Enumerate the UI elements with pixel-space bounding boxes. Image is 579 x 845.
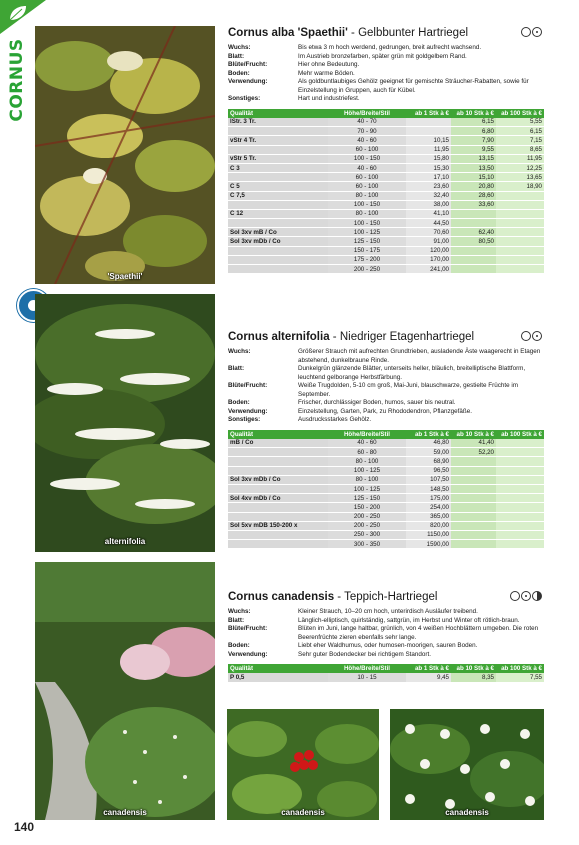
photo-caption: alternifolia xyxy=(104,537,146,546)
table-cell xyxy=(496,512,544,521)
table-header-cell: ab 10 Stk à € xyxy=(451,109,496,118)
table-cell xyxy=(228,145,328,154)
table-cell: 52,20 xyxy=(451,448,496,457)
table-row xyxy=(228,466,544,475)
table-cell: 60 - 80 xyxy=(328,448,406,457)
table-cell: Sol 4xv mDb / Co xyxy=(228,494,328,503)
table-cell: 1590,00 xyxy=(406,540,451,549)
table-cell: C 7,5 xyxy=(228,191,328,200)
table-cell: 33,60 xyxy=(451,200,496,209)
table-cell: 150 - 200 xyxy=(328,503,406,512)
table-cell: lStr. 3 Tr. xyxy=(228,118,328,127)
description-value: Bis etwa 3 m hoch werdend, gedrungen, breit aufrecht wachsend. xyxy=(298,44,482,51)
table-header-cell: Qualität xyxy=(228,664,328,673)
partial-shade-icon xyxy=(532,27,542,37)
table-cell: 10,15 xyxy=(406,136,451,145)
partial-shade-icon xyxy=(521,591,531,601)
product-common-name: - Niedriger Etagenhartriegel xyxy=(329,331,475,343)
description-row xyxy=(228,617,544,626)
description-value: Dunkelgrün glänzende Blätter, unterseits heller, bläulich, breitelliptische Blattform, leuchtend gelborange Herbstfärbung. xyxy=(298,365,526,381)
page-number: 140 xyxy=(14,820,35,834)
table-row xyxy=(228,673,544,682)
table-cell xyxy=(451,521,496,530)
table-cell: C 12 xyxy=(228,209,328,218)
table-row xyxy=(228,163,544,172)
table-cell: 100 - 125 xyxy=(328,484,406,493)
table-cell: 13,15 xyxy=(451,154,496,163)
table-row xyxy=(228,209,544,218)
table-cell: 10 - 15 xyxy=(328,673,406,682)
table-cell: mB / Co xyxy=(228,439,328,448)
table-cell xyxy=(451,265,496,274)
table-row xyxy=(228,484,544,493)
sun-circle-icon xyxy=(510,591,520,601)
table-cell xyxy=(451,530,496,539)
table-row xyxy=(228,448,544,457)
table-cell: 23,60 xyxy=(406,182,451,191)
table-cell xyxy=(228,512,328,521)
table-cell xyxy=(496,457,544,466)
table-cell: 250 - 300 xyxy=(328,530,406,539)
table-cell: P 0,5 xyxy=(228,673,328,682)
location-symbols xyxy=(510,591,542,601)
table-cell: 60 - 100 xyxy=(328,182,406,191)
table-cell: 15,30 xyxy=(406,163,451,172)
description-key: Boden: xyxy=(228,69,250,77)
product-title xyxy=(228,330,544,344)
table-row xyxy=(228,200,544,209)
table-cell: 175,00 xyxy=(406,494,451,503)
table-row xyxy=(228,182,544,191)
description-key: Boden: xyxy=(228,642,250,649)
description-value: Sehr guter Bodendecker bei richtigem Standort. xyxy=(298,650,432,658)
table-cell: 41,10 xyxy=(406,209,451,218)
table-cell: 820,00 xyxy=(406,521,451,530)
table-row xyxy=(228,494,544,503)
table-cell: 100 - 125 xyxy=(328,228,406,237)
table-cell xyxy=(228,265,328,274)
photo-caption: 'Spaethii' xyxy=(107,272,143,281)
description-value: Ausdrucksstarkes Gehölz. xyxy=(298,416,372,423)
table-header-cell: Qualität xyxy=(228,109,328,118)
table-cell: 17,10 xyxy=(406,173,451,182)
product-common-name: - Teppich-Hartriegel xyxy=(334,591,438,603)
price-table xyxy=(228,430,544,550)
table-row xyxy=(228,265,544,274)
sun-circle-icon xyxy=(521,331,531,341)
table-cell xyxy=(451,484,496,493)
table-row xyxy=(228,512,544,521)
table-cell: 13,50 xyxy=(451,163,496,172)
table-cell xyxy=(451,219,496,228)
table-cell xyxy=(228,127,328,136)
product-section-alternifolia xyxy=(228,330,544,549)
table-header-cell: ab 10 Stk à € xyxy=(451,664,496,673)
table-cell xyxy=(496,475,544,484)
description-value: Hier ohne Bedeutung. xyxy=(298,61,360,68)
table-cell: 40 - 60 xyxy=(328,136,406,145)
product-common-name: - Gelbbunter Hartriegel xyxy=(347,27,469,39)
table-row xyxy=(228,118,544,127)
table-cell xyxy=(451,540,496,549)
table-cell: 46,80 xyxy=(406,439,451,448)
table-cell xyxy=(496,521,544,530)
photo-canadensis-garden xyxy=(35,562,215,820)
description-key: Blüte/Frucht: xyxy=(228,382,268,389)
table-cell xyxy=(496,228,544,237)
table-header-cell: ab 1 Stk à € xyxy=(406,109,451,118)
table-cell: 254,00 xyxy=(406,503,451,512)
description-key: Wuchs: xyxy=(228,348,251,355)
table-cell xyxy=(228,530,328,539)
table-cell: 44,50 xyxy=(406,219,451,228)
description-key: Boden: xyxy=(228,399,250,406)
table-cell xyxy=(228,219,328,228)
table-cell xyxy=(228,540,328,549)
sun-circle-icon xyxy=(521,27,531,37)
table-cell: 200 - 250 xyxy=(328,521,406,530)
table-row xyxy=(228,457,544,466)
description-row xyxy=(228,61,544,70)
table-row xyxy=(228,237,544,246)
table-cell xyxy=(496,265,544,274)
table-cell: 11,95 xyxy=(496,154,544,163)
table-cell xyxy=(496,246,544,255)
table-cell: 1150,00 xyxy=(406,530,451,539)
table-cell xyxy=(228,466,328,475)
table-cell: 28,60 xyxy=(451,191,496,200)
table-cell: 6,15 xyxy=(496,127,544,136)
table-cell: Sol 3xv mB / Co xyxy=(228,228,328,237)
table-cell xyxy=(496,484,544,493)
description-row xyxy=(228,365,544,382)
table-cell xyxy=(451,466,496,475)
table-cell: 96,50 xyxy=(406,466,451,475)
description-value: Länglich-elliptisch, quirlständig, sattgrün, im Herbst und Winter oft rötlich-braun. xyxy=(298,616,520,624)
table-cell: Sol 3xv mDb / Co xyxy=(228,475,328,484)
description-list xyxy=(228,608,544,659)
table-cell: 80 - 100 xyxy=(328,475,406,484)
table-cell xyxy=(496,466,544,475)
table-cell xyxy=(406,127,451,136)
photo-caption: canadensis xyxy=(445,808,489,817)
description-row xyxy=(228,399,544,408)
table-cell xyxy=(496,503,544,512)
price-table xyxy=(228,109,544,275)
table-row xyxy=(228,475,544,484)
table-cell: 150 - 175 xyxy=(328,246,406,255)
product-name: Cornus canadensis xyxy=(228,591,335,603)
description-row xyxy=(228,608,544,617)
description-value: Frischer, durchlässiger Boden, humos, sauer bis neutral. xyxy=(298,399,456,406)
table-row xyxy=(228,191,544,200)
description-row xyxy=(228,70,544,79)
table-row xyxy=(228,136,544,145)
table-cell xyxy=(451,494,496,503)
table-cell xyxy=(228,246,328,255)
table-cell xyxy=(451,457,496,466)
description-row xyxy=(228,625,544,642)
table-header-cell: Höhe/Breite/Stil xyxy=(328,664,406,673)
description-row xyxy=(228,642,544,651)
product-name: Cornus alternifolia xyxy=(228,331,330,343)
table-cell: 68,90 xyxy=(406,457,451,466)
table-cell: 12,25 xyxy=(496,163,544,172)
table-cell xyxy=(496,219,544,228)
table-cell: 100 - 150 xyxy=(328,219,406,228)
table-row xyxy=(228,219,544,228)
photo-canadensis-berries xyxy=(227,709,379,820)
product-title xyxy=(228,590,544,604)
table-cell xyxy=(451,512,496,521)
description-key: Blatt: xyxy=(228,52,245,60)
table-cell: 38,00 xyxy=(406,200,451,209)
product-section-alba-spaethii xyxy=(228,26,544,274)
table-row xyxy=(228,255,544,264)
table-cell: 365,00 xyxy=(406,512,451,521)
description-row xyxy=(228,95,544,104)
description-row xyxy=(228,651,544,660)
table-cell: Sol 3xv mDb / Co xyxy=(228,237,328,246)
table-cell xyxy=(496,200,544,209)
description-value: Größerer Strauch mit aufrechten Grundtrieben, ausladende Äste waagerecht in Etagen abstehend, dunkelbraune Rinde. xyxy=(298,348,541,364)
description-key: Wuchs: xyxy=(228,608,251,615)
description-row xyxy=(228,78,544,95)
table-cell xyxy=(228,457,328,466)
table-cell: 40 - 60 xyxy=(328,439,406,448)
table-cell: Sol 5xv mDB 150-200 x xyxy=(228,521,328,530)
description-key: Wuchs: xyxy=(228,44,251,51)
location-symbols xyxy=(521,27,542,37)
table-cell: 200 - 250 xyxy=(328,512,406,521)
description-row xyxy=(228,416,544,425)
table-cell xyxy=(228,255,328,264)
location-symbols xyxy=(521,331,542,341)
table-cell xyxy=(451,255,496,264)
table-cell: 5,55 xyxy=(496,118,544,127)
table-cell xyxy=(496,540,544,549)
table-cell: 40 - 70 xyxy=(328,118,406,127)
description-value: Als goldbuntlaubiges Gehölz geeignet für gemischte Sträucher-Rabatten, sowie für Einzelstellung in Gruppen, auch für Kübel. xyxy=(298,78,529,94)
table-row xyxy=(228,173,544,182)
table-header-cell: ab 100 Stk à € xyxy=(496,109,544,118)
table-cell: vStr 4 Tr. xyxy=(228,136,328,145)
table-cell: 18,90 xyxy=(496,182,544,191)
description-value: Kleiner Strauch, 10–20 cm hoch, unterirdisch Ausläufer treibend. xyxy=(298,608,478,615)
table-cell: 100 - 150 xyxy=(328,154,406,163)
description-row xyxy=(228,348,544,365)
table-cell xyxy=(496,237,544,246)
table-cell: 80,50 xyxy=(451,237,496,246)
table-cell: 40 - 60 xyxy=(328,163,406,172)
description-key: Blatt: xyxy=(228,616,245,624)
table-cell: 6,80 xyxy=(451,127,496,136)
table-header-cell: ab 10 Stk à € xyxy=(451,430,496,439)
description-value: Weiße Trugdolden, 5-10 cm groß, Mai-Juni, blauschwarze, gestielte Früchte im September. xyxy=(298,382,519,398)
description-value: Im Austrieb bronzefarben, später grün mit goldgelbem Rand. xyxy=(298,52,467,60)
table-cell: 41,40 xyxy=(451,439,496,448)
table-cell xyxy=(451,209,496,218)
description-key: Verwendung: xyxy=(228,650,268,658)
table-cell: 107,50 xyxy=(406,475,451,484)
table-cell: 15,10 xyxy=(451,173,496,182)
table-cell: 9,45 xyxy=(406,673,451,682)
description-row xyxy=(228,53,544,62)
table-row xyxy=(228,228,544,237)
table-cell: 80 - 100 xyxy=(328,457,406,466)
partial-shade-icon xyxy=(532,331,542,341)
description-value: Liebt eher Waldhumus, oder humosen-moorigen, sauren Boden. xyxy=(298,642,478,649)
table-cell: 8,65 xyxy=(496,145,544,154)
table-cell: 13,65 xyxy=(496,173,544,182)
table-cell: 80 - 100 xyxy=(328,209,406,218)
table-row xyxy=(228,127,544,136)
description-key: Blüte/Frucht: xyxy=(228,61,268,68)
description-value: Einzelstellung, Garten, Park, zu Rhododendron, Pflanzgefäße. xyxy=(298,407,472,415)
description-key: Sonstiges: xyxy=(228,416,261,423)
table-header-cell: Höhe/Breite/Stil xyxy=(328,430,406,439)
side-genus-title xyxy=(6,40,28,120)
table-cell: 6,15 xyxy=(451,118,496,127)
table-header-cell: ab 100 Stk à € xyxy=(496,430,544,439)
description-row xyxy=(228,382,544,399)
table-cell xyxy=(496,209,544,218)
description-key: Blüte/Frucht: xyxy=(228,625,268,632)
table-header-cell: Höhe/Breite/Stil xyxy=(328,109,406,118)
table-row xyxy=(228,503,544,512)
description-list xyxy=(228,44,544,104)
table-row xyxy=(228,154,544,163)
table-cell xyxy=(228,448,328,457)
side-genus-label: CORNUS xyxy=(7,38,27,122)
photo-canadensis-flowers xyxy=(390,709,544,820)
table-cell xyxy=(496,448,544,457)
table-cell xyxy=(228,484,328,493)
table-cell: 80 - 100 xyxy=(328,191,406,200)
table-cell: 7,15 xyxy=(496,136,544,145)
table-cell: 60 - 100 xyxy=(328,173,406,182)
table-cell xyxy=(451,503,496,512)
description-list xyxy=(228,348,544,425)
product-title xyxy=(228,26,544,40)
table-row xyxy=(228,530,544,539)
table-cell: 62,40 xyxy=(451,228,496,237)
description-row xyxy=(228,44,544,53)
table-header-cell: ab 1 Stk à € xyxy=(406,664,451,673)
description-value: Blüten im Juni, lange haltbar, grünlich, von 4 weißen Hochblättern umgeben. Die roten Beerenfrüchte zieren ebenfalls sehr lange. xyxy=(298,625,539,641)
table-row xyxy=(228,521,544,530)
table-cell: 7,90 xyxy=(451,136,496,145)
table-row xyxy=(228,540,544,549)
table-cell xyxy=(451,246,496,255)
description-key: Sonstiges: xyxy=(228,95,261,102)
table-cell: 120,00 xyxy=(406,246,451,255)
table-cell xyxy=(406,118,451,127)
photo-spaethii xyxy=(35,26,215,284)
price-table xyxy=(228,664,544,683)
table-cell: 70,60 xyxy=(406,228,451,237)
product-section-canadensis xyxy=(228,590,544,683)
table-cell: 15,80 xyxy=(406,154,451,163)
table-cell: 9,55 xyxy=(451,145,496,154)
table-cell: 300 - 350 xyxy=(328,540,406,549)
table-cell: 100 - 125 xyxy=(328,466,406,475)
table-cell: 59,00 xyxy=(406,448,451,457)
table-row xyxy=(228,439,544,448)
table-header-cell: Qualität xyxy=(228,430,328,439)
table-cell: 125 - 150 xyxy=(328,237,406,246)
table-header-cell: ab 1 Stk à € xyxy=(406,430,451,439)
table-row xyxy=(228,246,544,255)
table-row xyxy=(228,145,544,154)
table-cell xyxy=(228,503,328,512)
table-cell: 175 - 200 xyxy=(328,255,406,264)
table-cell: 241,00 xyxy=(406,265,451,274)
shade-half-icon xyxy=(532,591,542,601)
table-cell xyxy=(496,255,544,264)
table-cell: 20,80 xyxy=(451,182,496,191)
product-name: Cornus alba 'Spaethii' xyxy=(228,27,348,39)
table-cell: 70 - 90 xyxy=(328,127,406,136)
photo-caption: canadensis xyxy=(281,808,325,817)
table-cell: C 3 xyxy=(228,163,328,172)
table-cell xyxy=(228,173,328,182)
table-cell xyxy=(496,530,544,539)
description-key: Verwendung: xyxy=(228,407,268,415)
description-value: Mehr warme Böden. xyxy=(298,69,355,77)
description-key: Verwendung: xyxy=(228,78,268,85)
table-cell: 170,00 xyxy=(406,255,451,264)
table-cell: 11,95 xyxy=(406,145,451,154)
table-cell: 7,55 xyxy=(496,673,544,682)
description-row xyxy=(228,408,544,417)
table-header-cell: ab 100 Stk à € xyxy=(496,664,544,673)
table-cell: 8,35 xyxy=(451,673,496,682)
photo-alternifolia xyxy=(35,294,215,552)
table-cell xyxy=(228,200,328,209)
table-cell: 32,40 xyxy=(406,191,451,200)
description-value: Hart und industriefest. xyxy=(298,95,360,102)
table-cell: 100 - 150 xyxy=(328,200,406,209)
table-cell: 148,50 xyxy=(406,484,451,493)
table-cell xyxy=(496,439,544,448)
table-cell xyxy=(451,475,496,484)
table-cell: vStr 5 Tr. xyxy=(228,154,328,163)
photo-caption: canadensis xyxy=(103,808,147,817)
table-cell: 125 - 150 xyxy=(328,494,406,503)
table-cell xyxy=(496,191,544,200)
table-cell: 91,00 xyxy=(406,237,451,246)
table-cell: C 5 xyxy=(228,182,328,191)
table-cell: 60 - 100 xyxy=(328,145,406,154)
table-cell xyxy=(496,494,544,503)
description-key: Blatt: xyxy=(228,365,245,372)
table-cell: 200 - 250 xyxy=(328,265,406,274)
